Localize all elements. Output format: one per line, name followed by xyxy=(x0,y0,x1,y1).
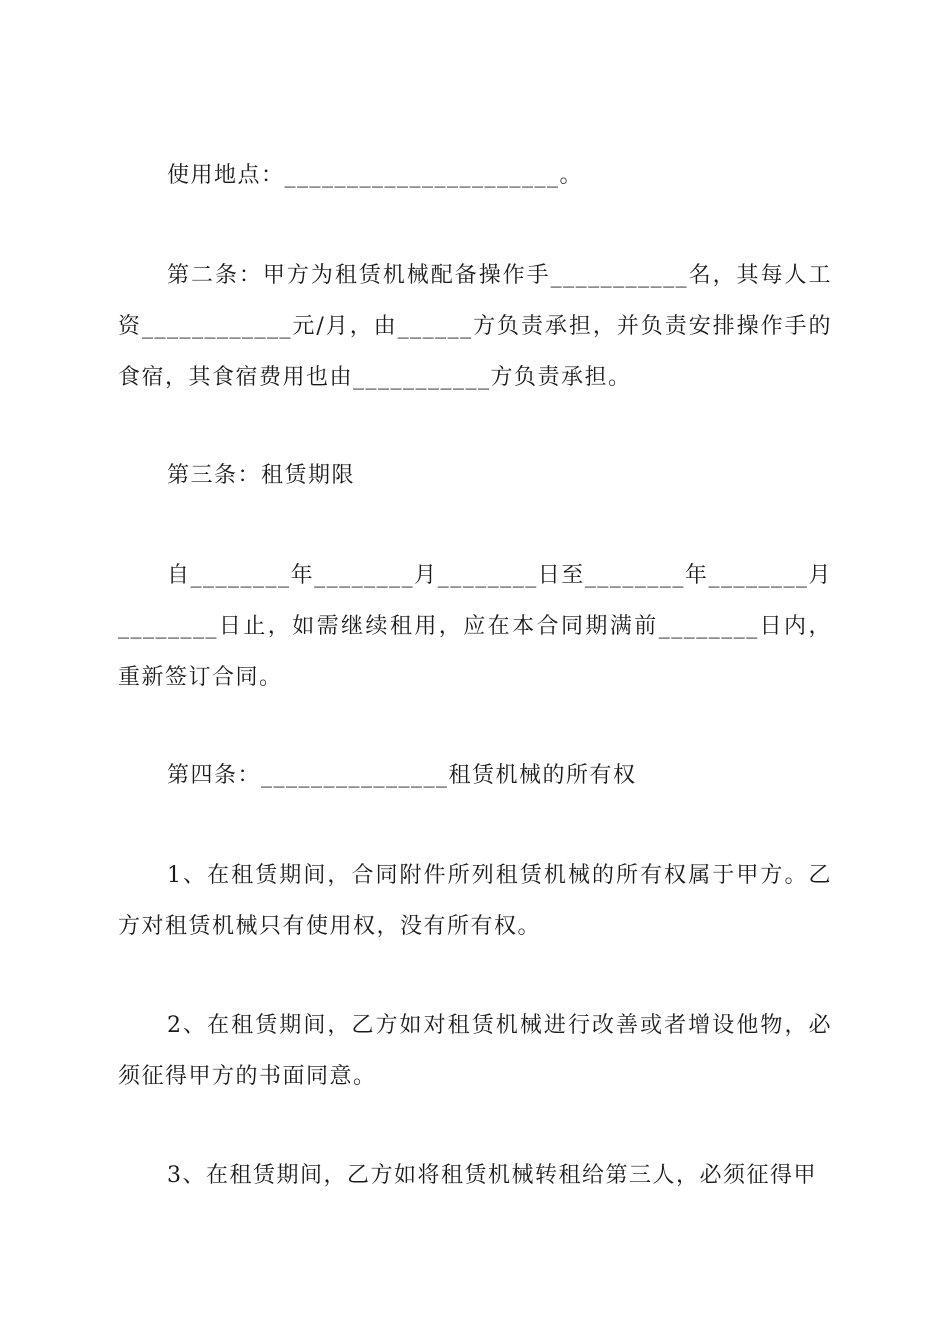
ownership-clause-2: 2、在租赁期间，乙方如对租赁机械进行改善或者增设他物，必须征得甲方的书面同意。 xyxy=(118,1013,832,1089)
ownership-clause-1: 1、在租赁期间，合同附件所列租赁机械的所有权属于甲方。乙方对租赁机械只有使用权，没有所有权。 xyxy=(118,863,832,939)
ownership-clause-3: 3、在租赁期间，乙方如将租赁机械转租给第三人，必须征得甲 xyxy=(167,1163,817,1188)
lease-term-paragraph: 自________年________月________日至________年________月________日止，如需继续租用，应在本合同期满前________日内，重新签订合同。 xyxy=(118,563,832,690)
usage-location-line: 使用地点：______________________。 xyxy=(167,163,584,188)
article-two-paragraph: 第二条：甲方为租赁机械配备操作手___________名，其每人工资____________元/月，由______方负责承担，并负责安排操作手的食宿，其食宿费用也由___________方负责承担。 xyxy=(118,263,832,390)
article-three-heading: 第三条：租赁期限 xyxy=(167,463,356,488)
article-four-heading: 第四条：_______________租赁机械的所有权 xyxy=(167,763,637,788)
